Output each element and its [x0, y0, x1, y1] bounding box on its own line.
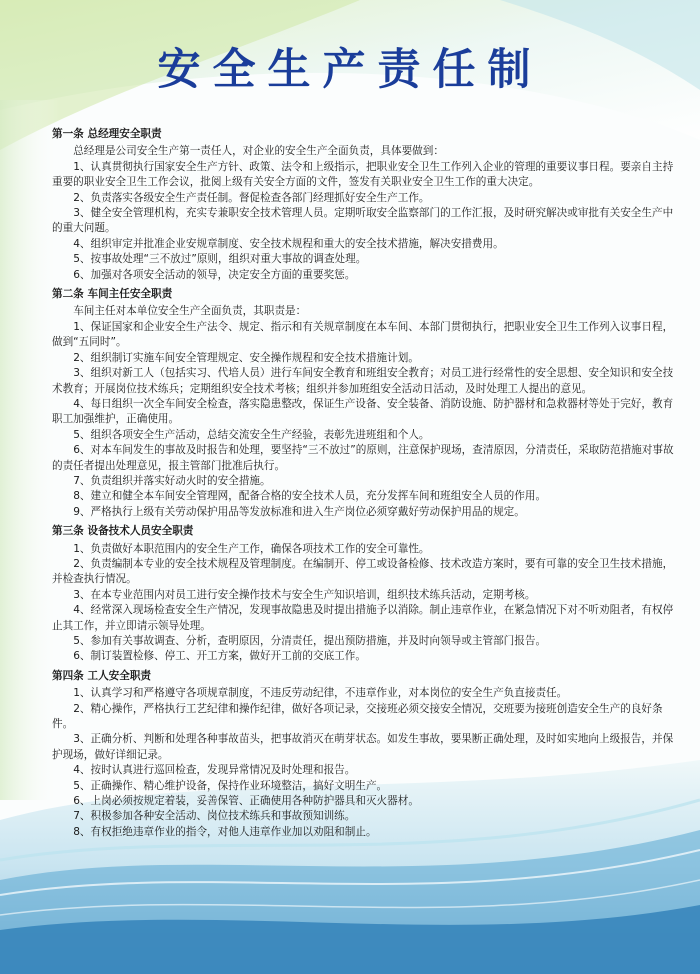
duty-item: 6、加强对各项安全活动的领导，决定安全方面的重要奖惩。 [73, 268, 356, 281]
duty-item: 3、正确分析、判断和处理各种事故苗头，把事故消灭在萌芽状态。如发生事故，要果断正确处理，及时如实地向上级报告，并保护现场，做好详细记录。 [52, 733, 674, 761]
duty-item: 7、积极参加各种安全活动、岗位技术练兵和事故预知训练。 [73, 810, 356, 823]
document-body [52, 123, 680, 840]
section-heading: 第一条 总经理安全职责 [52, 128, 162, 140]
duty-item: 4、组织审定并批准企业安规章制度、安全技术规程和重大的安全技术措施，解决安措费用。 [73, 237, 504, 250]
section-workshop-director [52, 287, 680, 520]
duty-item: 5、正确操作、精心维护设备，保持作业环境整洁，搞好文明生产。 [73, 779, 388, 792]
duty-item: 6、制订装置检修、停工、开工方案，做好开工前的交底工作。 [73, 650, 366, 663]
duty-item: 3、组织对新工人（包括实习、代培人员）进行车间安全教育和班组安全教育；对员工进行经常性的安全思想、安全知识和安全技术教育；开展岗位技术练兵；定期组织安全技术考核；组织并参加班组安全活动日活动，及时处理工人提出的意见。 [52, 367, 674, 395]
duty-item: 6、上岗必须按规定着装，妥善保管、正确使用各种防护器具和灭火器材。 [73, 795, 419, 808]
duty-item: 8、有权拒绝违章作业的指令，对他人违章作业加以劝阻和制止。 [73, 825, 377, 838]
section-intro: 总经理是公司安全生产第一责任人，对企业的安全生产全面负责，具体要做到： [73, 145, 444, 158]
duty-item: 2、负责编制本专业的安全技术规程及管理制度。在编制开、停工或设备检修、技术改造方案时，要有可靠的安全卫生技术措施，并检查执行情况。 [52, 557, 674, 586]
duty-item: 4、每日组织一次全车间安全检查，落实隐患整改，保证生产设备、安全装备、消防设施、防护器材和急救器材等处于完好，教育职工加强维护，正确使用。 [52, 397, 674, 426]
duty-item: 6、对本车间发生的事故及时报告和处理，要坚持“三不放过”的原则，注意保护现场，查清原因，分清责任，采取防范措施对事故的责任者提出处理意见，报主管部门批准后执行。 [52, 444, 674, 472]
section-workers [52, 669, 680, 840]
duty-item: 1、认真学习和严格遵守各项规章制度，不违反劳动纪律，不违章作业，对本岗位的安全生产负直接责任。 [73, 687, 568, 700]
duty-item: 7、负责组织并落实好动火时的安全措施。 [73, 474, 271, 487]
duty-item: 2、组织制订实施车间安全管理规定、安全操作规程和安全技术措施计划。 [73, 351, 419, 364]
duty-item: 8、建立和健全本车间安全管理网，配备合格的安全技术人员，充分发挥车间和班组安全人员的作用。 [73, 490, 547, 503]
section-intro: 车间主任对本单位安全生产全面负责，其职责是： [73, 305, 307, 318]
section-heading: 第三条 设备技术人员安全职责 [52, 525, 194, 538]
duty-item: 3、健全安全管理机构，充实专兼职安全技术管理人员。定期听取安全监察部门的工作汇报，及时研究解决或审批有关安全生产中的重大问题。 [52, 207, 674, 235]
duty-item: 3、在本专业范围内对员工进行安全操作技术与安全生产知识培训，组织技术练兵活动，定期考核。 [73, 588, 536, 601]
duty-item: 2、负责落实各级安全生产责任制。督促检查各部门经理抓好安全生产工作。 [73, 191, 430, 204]
duty-item: 5、参加有关事故调查、分析，查明原因，分清责任，提出预防措施，并及时向领导或主管部门报告。 [73, 635, 547, 647]
duty-item: 1、负责做好本职范围内的安全生产工作，确保各项技术工作的安全可靠性。 [73, 542, 430, 555]
duty-item: 9、严格执行上级有关劳动保护用品等发放标准和进入生产岗位必须穿戴好劳动保护用品的规定。 [73, 505, 525, 518]
duty-item: 4、经常深入现场检查安全生产情况，发现事故隐患及时提出措施予以消除。制止违章作业，在紧急情况下对不听劝阻者，有权停止其工作，并立即请示领导处理。 [52, 604, 674, 632]
duty-item: 1、认真贯彻执行国家安全生产方针、政策、法令和上级指示，把职业安全卫生工作列入企业的管理的重要议事日程。要亲自主持重要的职业安全卫生工作会议，批阅上级有关安全方面的文件，签发有关职业安全卫生工作的重大决定。 [52, 160, 674, 189]
section-heading: 第四条 工人安全职责 [52, 669, 152, 682]
duty-item: 4、按时认真进行巡回检查，发现异常情况及时处理和报告。 [73, 764, 356, 777]
duty-item: 2、精心操作，严格执行工艺纪律和操作纪律，做好各项记录，交接班必须交接安全情况，交班要为接班创造安全生产的良好条件。 [52, 702, 663, 731]
duty-item: 1、保证国家和企业安全生产法令、规定、指示和有关规章制度在本车间、本部门贯彻执行，把职业安全卫生工作列入议事日程，做到“五同时”。 [52, 320, 674, 349]
section-technical-staff [52, 524, 680, 665]
section-heading: 第二条 车间主任安全职责 [52, 288, 173, 301]
section-general-manager [52, 127, 680, 283]
duty-item: 5、按事故处理“三不放过”原则，组织对重大事故的调查处理。 [73, 253, 367, 266]
duty-item: 5、组织各项安全生产活动，总结交流安全生产经验，表彰先进班组和个人。 [73, 428, 430, 441]
page-title: 安全生产责任制 [157, 45, 543, 95]
